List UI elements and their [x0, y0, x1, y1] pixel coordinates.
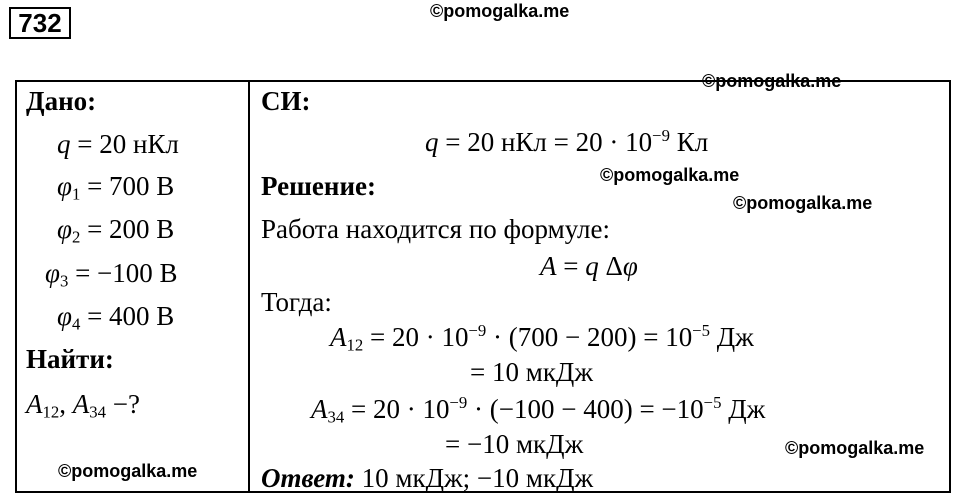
work-a34: $A_{34} = 20 \cdot 10^{-9} \cdot (-100 - 400) = -10^{-5}$ Дж: [311, 392, 766, 427]
solution-heading: Решение:: [261, 171, 376, 201]
given-phi1: $\varphi_1 = 700$ В: [57, 171, 175, 204]
given-phi4: $\varphi_4 = 400$ В: [57, 301, 175, 334]
answer-text: 10 мкДж; −10 мкДж: [361, 463, 594, 493]
work-a34-result: = −10 мкДж: [445, 429, 584, 459]
answer-line: [261, 463, 593, 493]
find-heading: Найти:: [26, 344, 114, 374]
solution-intro: Работа находится по формуле:: [261, 214, 610, 244]
column-divider: [248, 80, 250, 493]
si-heading: СИ:: [261, 86, 311, 116]
given-phi2: $\varphi_2 = 200$ В: [57, 214, 175, 247]
watermark: ©pomogalka.me: [430, 1, 570, 21]
si-line: q = 20 нКл = $20 \cdot 10^{-9}$ Кл: [425, 125, 709, 157]
given-charge: q = 20 нКл: [57, 129, 179, 159]
watermark: ©pomogalka.me: [600, 165, 740, 185]
find-text: $A_{12}$, $A_{34}$ −?: [26, 389, 140, 422]
given-phi3: $\varphi_3 = -100$ В: [45, 258, 178, 291]
work-a12-result: = 10 мкДж: [470, 357, 594, 387]
then-label: Тогда:: [261, 287, 332, 317]
problem-number: 732: [9, 7, 71, 39]
answer-label: Ответ:: [261, 463, 355, 493]
watermark: ©pomogalka.me: [58, 461, 198, 481]
given-heading: Дано:: [26, 86, 97, 116]
watermark: ©pomogalka.me: [733, 193, 873, 213]
work-formula: A = q Δφ: [540, 251, 638, 281]
watermark: ©pomogalka.me: [702, 71, 842, 91]
watermark: ©pomogalka.me: [785, 438, 925, 458]
work-a12: $A_{12} = 20 \cdot 10^{-9} \cdot (700 - 200) = 10^{-5}$ Дж: [330, 320, 754, 355]
